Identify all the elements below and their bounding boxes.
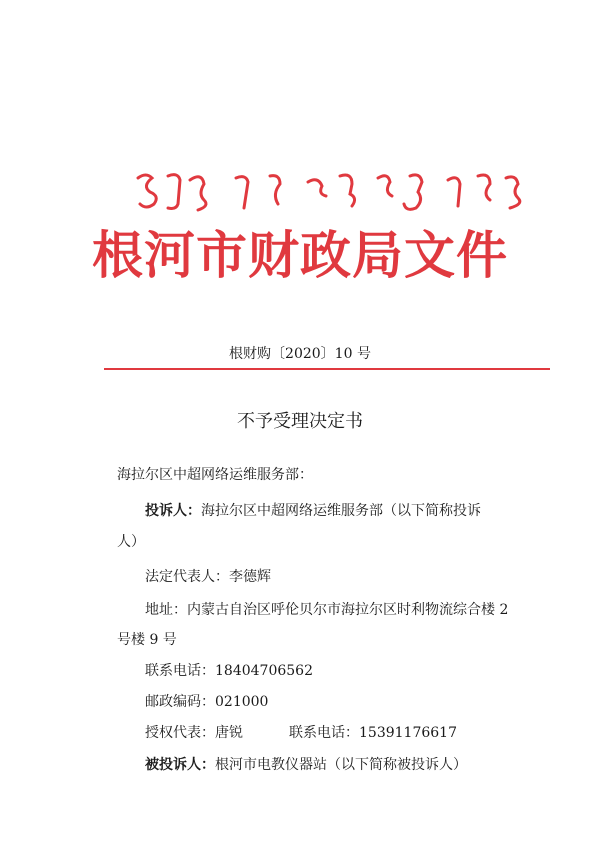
address-value: 内蒙古自治区呼伦贝尔市海拉尔区时利物流综合楼 2 bbox=[187, 602, 509, 618]
respondent-value: 根河市电教仪器站（以下简称被投诉人） bbox=[215, 757, 467, 773]
complainant-value: 海拉尔区中超网络运维服务部（以下简称投诉 bbox=[201, 503, 481, 519]
phone-value: 18404706562 bbox=[215, 663, 313, 679]
mongolian-script-header bbox=[128, 168, 528, 214]
legal-rep-value: 李德辉 bbox=[229, 569, 271, 585]
red-divider bbox=[104, 368, 550, 370]
authorized-value: 唐锐 bbox=[215, 725, 243, 741]
respondent-line bbox=[145, 755, 467, 775]
postcode-line bbox=[145, 692, 268, 712]
postcode-value: 021000 bbox=[215, 694, 269, 710]
address-line-2: 号楼 9 号 bbox=[117, 632, 177, 648]
issuer-title: 根河市财政局文件 bbox=[91, 227, 508, 286]
authorized-label: 授权代表： bbox=[145, 725, 215, 741]
mongolian-script-logo bbox=[128, 168, 528, 214]
authorized-phone-value: 15391176617 bbox=[359, 725, 457, 741]
address-label: 地址： bbox=[145, 602, 187, 618]
document-number: 根财购〔2020〕10 号 bbox=[229, 346, 371, 362]
authorized-line bbox=[145, 723, 457, 743]
legal-rep-label: 法定代表人： bbox=[145, 569, 229, 585]
phone-label: 联系电话： bbox=[145, 663, 215, 679]
complainant-line bbox=[145, 501, 481, 521]
document-title: 不予受理决定书 bbox=[237, 411, 363, 432]
postcode-label: 邮政编码： bbox=[145, 694, 215, 710]
phone-line bbox=[145, 661, 313, 681]
respondent-label: 被投诉人： bbox=[145, 757, 215, 773]
address-line bbox=[145, 600, 508, 620]
complainant-label: 投诉人： bbox=[145, 503, 201, 519]
legal-rep-line bbox=[145, 567, 271, 587]
complainant-line-2: 人） bbox=[117, 534, 145, 550]
authorized-phone-label: 联系电话： bbox=[289, 725, 359, 741]
addressee-line: 海拉尔区中超网络运维服务部： bbox=[117, 467, 313, 483]
